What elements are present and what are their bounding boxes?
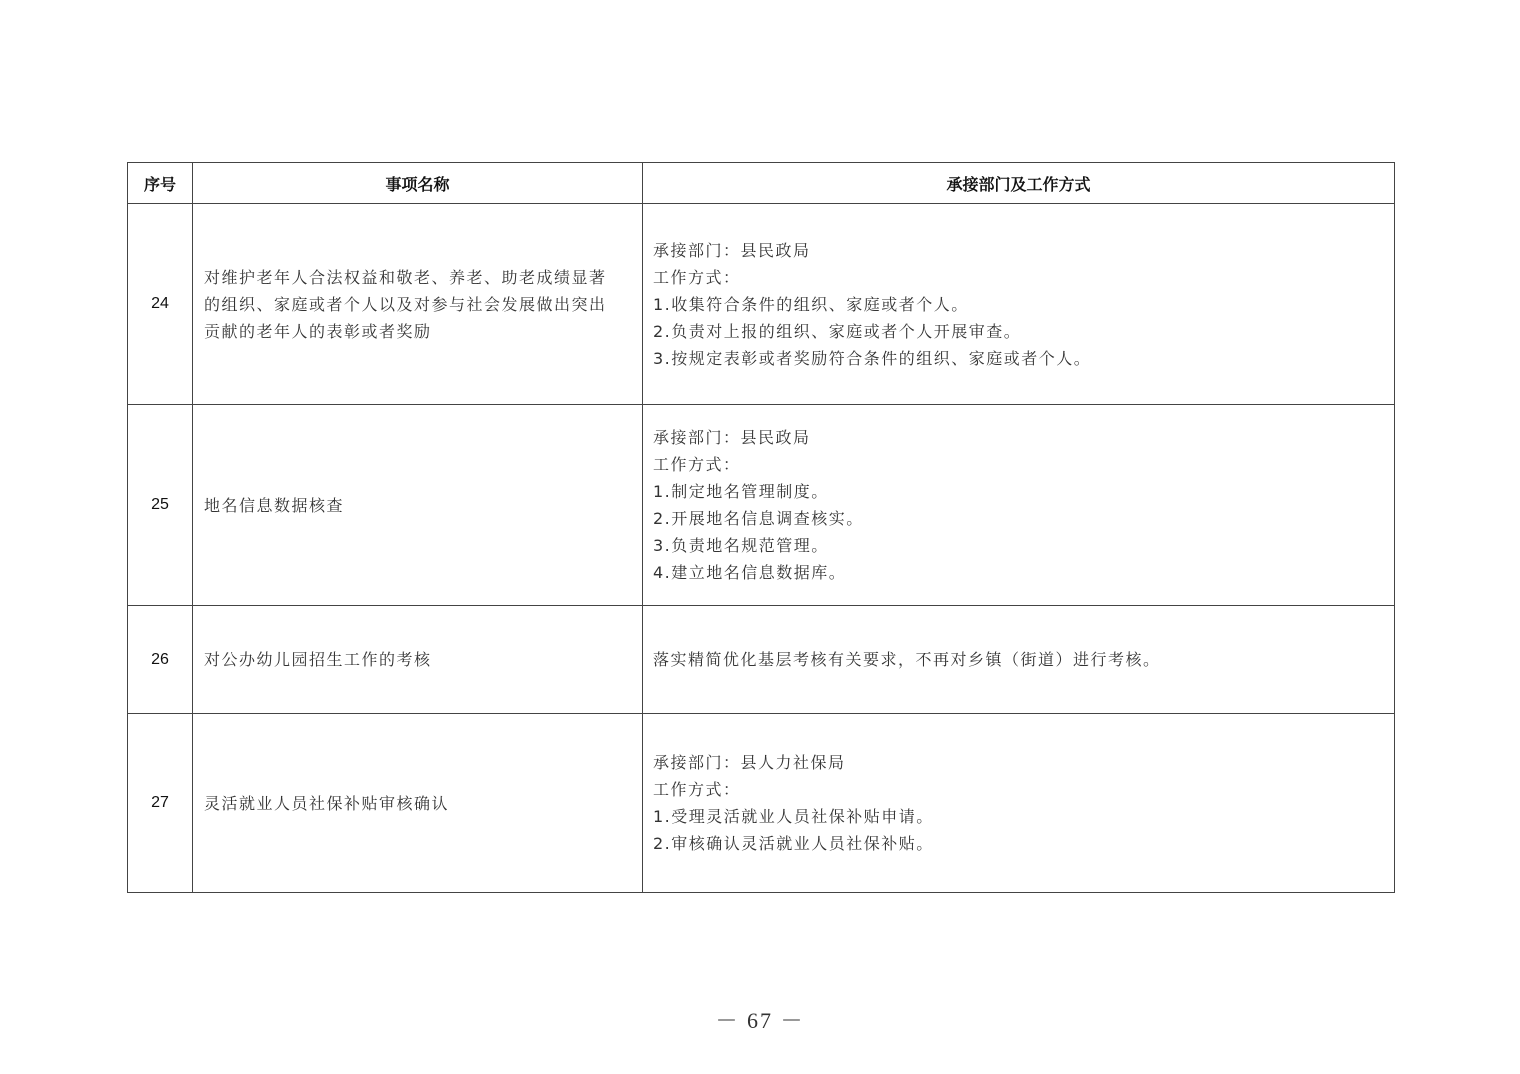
- dept-line: 1.制定地名管理制度。: [653, 482, 829, 501]
- dept-line: 落实精简优化基层考核有关要求，不再对乡镇（街道）进行考核。: [653, 650, 1161, 669]
- row-number: 26: [128, 606, 193, 714]
- header-item-name: 事项名称: [193, 163, 643, 204]
- item-name-cell: [193, 204, 643, 405]
- dept-line: 承接部门：县人力社保局: [653, 753, 846, 772]
- item-name-cell: [193, 714, 643, 893]
- dept-line: 工作方式：: [653, 267, 741, 287]
- department-method-cell: [643, 606, 1395, 714]
- table-row: [128, 714, 1395, 893]
- item-name-cell: [193, 405, 643, 606]
- department-method-cell: [643, 204, 1395, 405]
- dept-line: 工作方式：: [653, 455, 741, 474]
- table-row: [128, 204, 1395, 405]
- table-row: [128, 606, 1395, 714]
- dept-line: 工作方式：: [653, 780, 741, 799]
- item-name-line: 对维护老年人合法权益和敬老、养老、助老成绩显著: [204, 267, 607, 287]
- dept-line: 3.按规定表彰或者奖励符合条件的组织、家庭或者个人。: [653, 348, 1092, 368]
- page-number: － 67 －: [715, 1008, 805, 1033]
- items-table: [127, 162, 1395, 893]
- row-number: 27: [128, 714, 193, 893]
- department-method-cell: [643, 714, 1395, 893]
- dept-line: 2.审核确认灵活就业人员社保补贴。: [653, 834, 934, 853]
- table-row: [128, 405, 1395, 606]
- dept-line: 1.收集符合条件的组织、家庭或者个人。: [653, 294, 969, 314]
- dept-line: 承接部门：县民政局: [653, 428, 811, 447]
- dept-line: 2.开展地名信息调查核实。: [653, 509, 864, 528]
- header-number: 序号: [128, 163, 193, 204]
- table-header-row: [128, 163, 1395, 204]
- department-method-cell: [643, 405, 1395, 606]
- item-name-line: 对公办幼儿园招生工作的考核: [204, 650, 432, 669]
- dept-line: 4.建立地名信息数据库。: [653, 563, 847, 582]
- row-number: 25: [128, 405, 193, 606]
- dept-line: 2.负责对上报的组织、家庭或者个人开展审查。: [653, 321, 1022, 341]
- item-name-line: 灵活就业人员社保补贴审核确认: [204, 793, 450, 813]
- item-name-line: 地名信息数据核查: [204, 495, 345, 515]
- row-number: 24: [128, 204, 193, 405]
- header-department-method: 承接部门及工作方式: [643, 163, 1395, 204]
- dept-line: 3.负责地名规范管理。: [653, 536, 829, 555]
- item-name-cell: [193, 606, 643, 714]
- item-name-line: 贡献的老年人的表彰或者奖励: [204, 321, 432, 341]
- dept-line: 承接部门：县民政局: [653, 240, 811, 260]
- item-name-line: 的组织、家庭或者个人以及对参与社会发展做出突出: [204, 294, 607, 314]
- dept-line: 1.受理灵活就业人员社保补贴申请。: [653, 807, 934, 826]
